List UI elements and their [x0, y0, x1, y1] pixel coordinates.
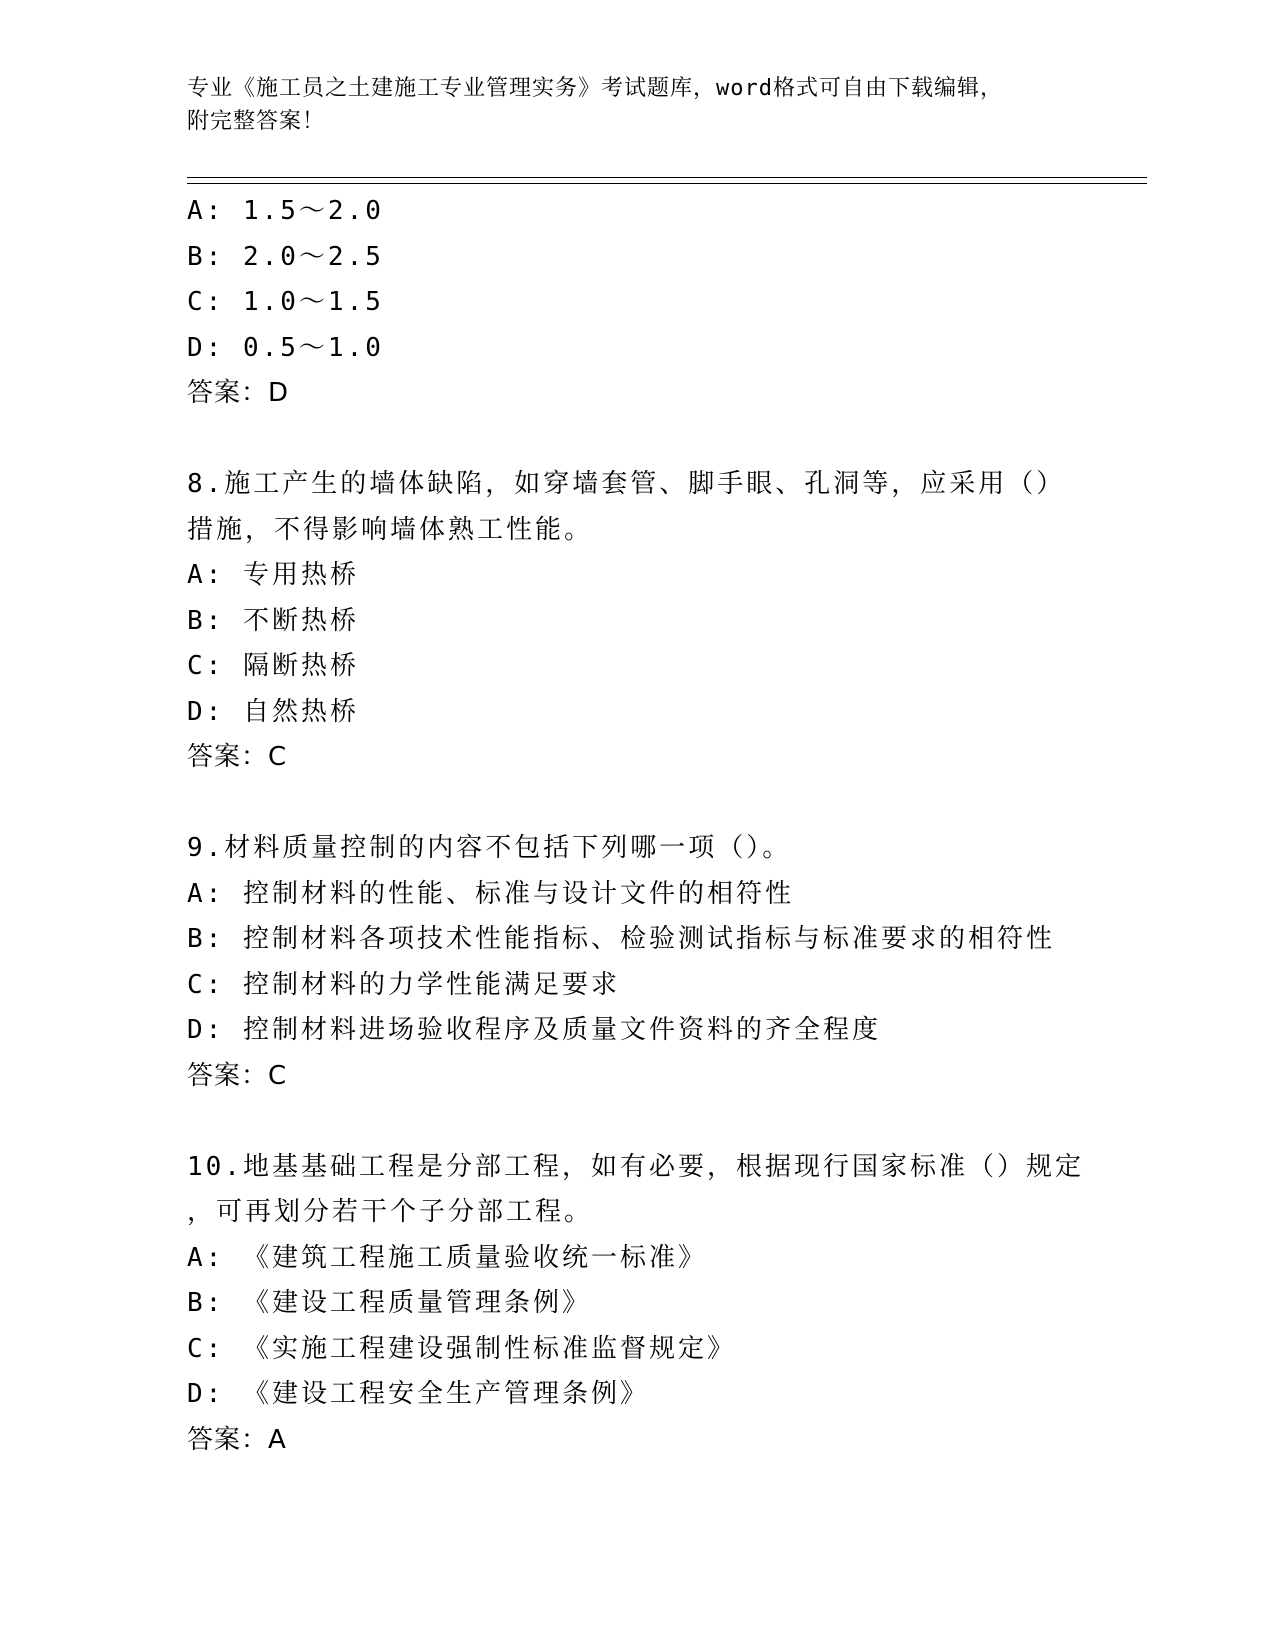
header-divider: [187, 177, 1147, 184]
header-line-1: 专业《施工员之土建施工专业管理实务》考试题库，word格式可自由下载编辑，: [187, 76, 1003, 101]
question-stem: 8.施工产生的墙体缺陷，如穿墙套管、脚手眼、孔洞等，应采用（）: [187, 469, 1066, 499]
answer-line: 答案：A: [187, 1424, 287, 1455]
option-d: D: 控制材料进场验收程序及质量文件资料的齐全程度: [187, 1015, 881, 1045]
option-b: B: 控制材料各项技术性能指标、检验测试指标与标准要求的相符性: [187, 924, 1055, 954]
question-9: [187, 826, 1087, 1099]
question-stem: 10.地基基础工程是分部工程，如有必要，根据现行国家标准（）规定: [187, 1151, 1084, 1182]
question-7: [187, 189, 1087, 417]
option-c: C: 1.0～1.5: [187, 287, 384, 317]
question-stem: 9.材料质量控制的内容不包括下列哪一项（）。: [187, 833, 792, 863]
option-a: A: 专用热桥: [187, 560, 359, 590]
spacer: [187, 781, 1087, 827]
option-a: A: 《建筑工程施工质量验收统一标准》: [187, 1242, 707, 1273]
question-stem-continued: 措施，不得影响墙体熟工性能。: [187, 514, 594, 545]
option-d: D: 自然热桥: [187, 696, 359, 727]
option-b: B: 《建设工程质量管理条例》: [187, 1288, 591, 1318]
option-b: B: 2.0～2.5: [187, 241, 384, 272]
option-d: D: 《建设工程安全生产管理条例》: [187, 1379, 649, 1409]
option-a: A: 1.5～2.0: [187, 196, 384, 226]
spacer: [187, 417, 1087, 463]
header-line-2: 附完整答案！: [187, 109, 326, 134]
question-list: [187, 189, 1087, 1463]
document-header: [187, 72, 1087, 138]
option-c: C: 隔断热桥: [187, 651, 359, 681]
option-d: D: 0.5～1.0: [187, 332, 384, 363]
answer-line: 答案：D: [187, 378, 290, 408]
option-b: B: 不断热桥: [187, 605, 359, 636]
question-stem-continued: ，可再划分若干个子分部工程。: [187, 1197, 594, 1227]
option-c: C: 控制材料的力学性能满足要求: [187, 969, 620, 1000]
question-10: [187, 1145, 1087, 1464]
answer-line: 答案：C: [187, 1060, 288, 1091]
question-8: [187, 462, 1087, 781]
option-a: A: 控制材料的性能、标准与设计文件的相符性: [187, 878, 794, 909]
answer-line: 答案：C: [187, 742, 288, 772]
option-c: C: 《实施工程建设强制性标准监督规定》: [187, 1333, 736, 1364]
spacer: [187, 1099, 1087, 1145]
